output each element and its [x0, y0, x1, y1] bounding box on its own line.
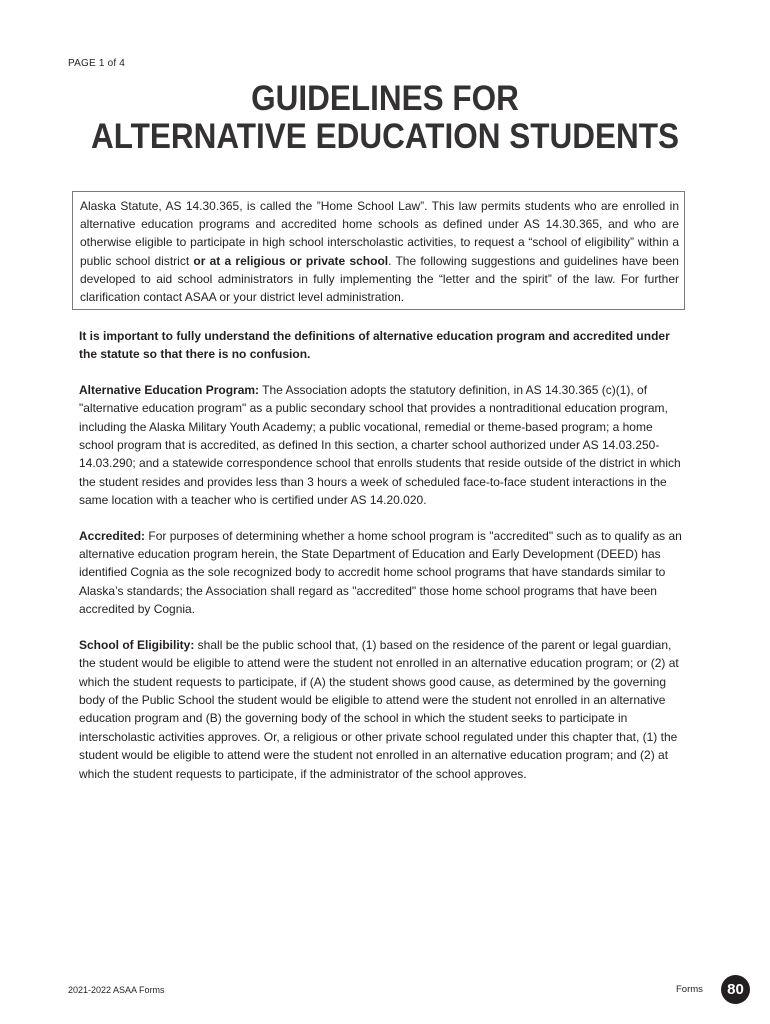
definition-text: The Association adopts the statutory definition, in AS 14.30.365 (c)(1), of "alternative education program" as a public secondary school that provides a nontraditional education program, including the Alaska Military Youth Academy; a public vocational, remedial or theme-based program; a home school program that is accredited, as defined In this section, a charter school authorized under AS 14.03.250-14.03.290; and a statewide correspondence school that enrolls students that reside outside of the district in which the student resides and provides less than 3 hours a week of scheduled face-to-face student interactions in the same location with a teacher who is certified under AS 14.20.020. [79, 382, 681, 508]
page-title [39, 80, 732, 156]
footer-section-label: Forms [676, 984, 703, 995]
definition-text: shall be the public school that, (1) based on the residence of the parent or legal guardian, the student would be eligible to attend were the student not enrolled in an alternative education program; or (2) at which the student requests to participate, if (A) the student shows good cause, as determined by the governing body of the Public School the student would be eligible to attend were the student not enrolled in an alternative education program and (B) the governing body of the school in which the student seeks to participate in interscholastic activities approves. Or, a religious or other private school regulated under this chapter that, (1) the student would be eligible to attend were the student not enrolled in an alternative education program; and (2) at which the student requests to participate, if the administrator of the school approves. [79, 637, 679, 781]
definition-term: Alternative Education Program: [79, 382, 260, 397]
main-content [79, 327, 683, 800]
definition-term: School of Eligibility: [79, 637, 195, 652]
definition-accredited [79, 527, 683, 619]
definition-text: For purposes of determining whether a home school program is "accredited" such as to qualify as an alternative education program herein, the State Department of Education and Early Development (DEED) has identified Cognia as the sole recognized body to accredit home school programs that have standards similar to Alaska’s standards; the Association shall regard as "accredited" those home school programs that have been accredited by Cognia. [79, 528, 682, 617]
page-number-badge: 80 [721, 975, 750, 1004]
footer-left: 2021-2022 ASAA Forms [68, 985, 165, 995]
definition-term: Accredited: [79, 528, 146, 543]
title-line-2: ALTERNATIVE EDUCATION STUDENTS [90, 117, 679, 156]
definition-school-of-eligibility [79, 636, 683, 783]
title-line-1: GUIDELINES FOR [251, 79, 519, 118]
intro-bold-text: or at a religious or private school [193, 253, 389, 268]
intro-text-end: . The following suggestions and guidelines have been developed to aid school administrators in fully implementing the “letter and the spirit” of the law. For further clarification contact ASAA or your district level administration. [80, 253, 679, 305]
intro-text: Alaska Statute, AS 14.30.365, is called the ”Home School Law”. This law permits students who are enrolled in alternative education programs and accredited home schools as defined under AS 14.30.365, and who are otherwise eligible to participate in high school interscholastic activities, to request a “school of eligibility” within a public school district [80, 199, 679, 268]
definition-alternative-education [79, 381, 683, 510]
intro-box [72, 191, 685, 310]
lead-paragraph: It is important to fully understand the definitions of alternative education program and accredited under the statute so that there is no confusion. [79, 329, 670, 362]
page-label: PAGE 1 of 4 [68, 58, 126, 69]
